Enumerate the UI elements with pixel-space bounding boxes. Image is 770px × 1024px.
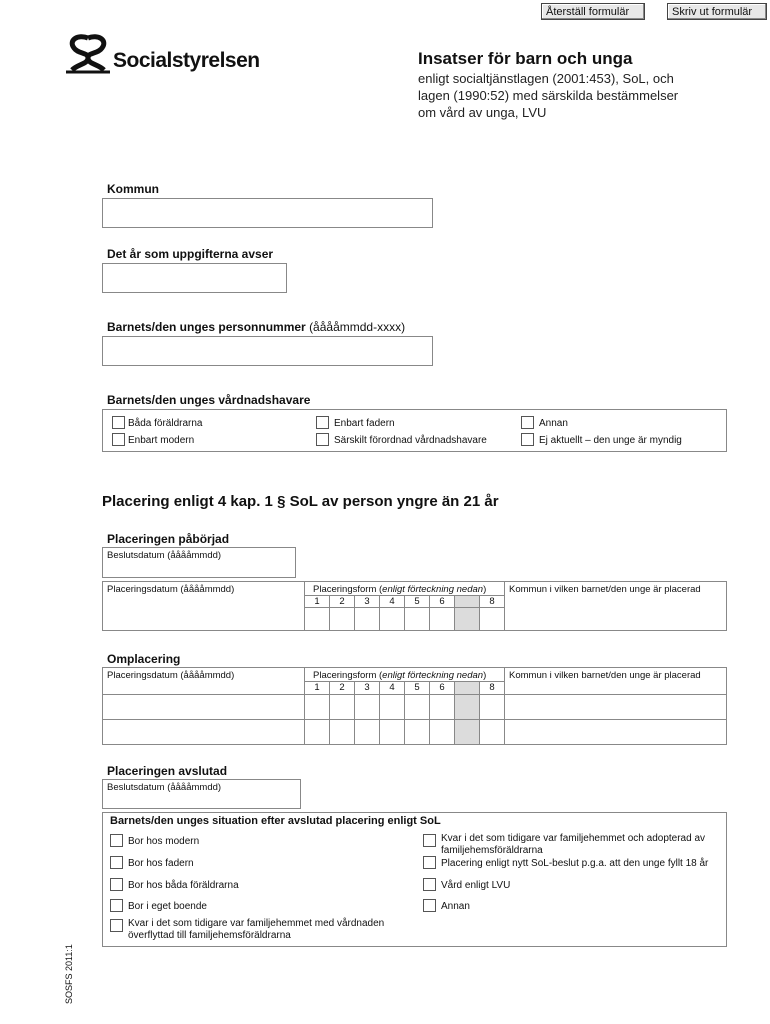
situation-own-checkbox[interactable]	[110, 899, 123, 912]
situation-new-decision-checkbox[interactable]	[423, 856, 436, 869]
ended-label: Placeringen avslutad	[107, 764, 228, 778]
guardian-both-checkbox[interactable]	[112, 416, 125, 429]
municipality-label: Kommun i vilken barnet/den unge är placerad	[509, 670, 701, 681]
situation-option-label: Bor i eget boende	[128, 901, 207, 912]
subtitle-line: enligt socialtjänstlagen (2001:453), SoL, och	[418, 71, 674, 86]
guardian-special-checkbox[interactable]	[316, 433, 329, 446]
pnr-input[interactable]	[102, 336, 433, 366]
form-check-cell[interactable]	[405, 720, 430, 745]
situation-option-label: Bor hos båda föräldrarna	[128, 880, 239, 891]
form-check-cell[interactable]	[380, 720, 405, 745]
pnr-hint: (ååååmmdd-xxxx)	[309, 320, 406, 334]
form-check-cell[interactable]	[355, 695, 380, 720]
placement-form-header: Placeringsform (enligt förteckning nedan)	[305, 668, 505, 682]
form-number-disabled	[455, 682, 480, 695]
situation-option-label: Placering enligt nytt SoL-beslut p.g.a. att den unge fyllt 18 år	[441, 858, 709, 869]
form-number: 8	[480, 596, 505, 608]
started-decision-date-input[interactable]	[102, 547, 296, 578]
subtitle-line: om vård av unga, LVU	[418, 105, 547, 120]
form-hint: enligt förteckning nedan	[382, 670, 484, 681]
situation-adopted-checkbox[interactable]	[423, 834, 436, 847]
placement-date-cell[interactable]	[103, 582, 305, 631]
kommun-input[interactable]	[102, 198, 433, 228]
form-number: 2	[330, 682, 355, 695]
year-input[interactable]	[102, 263, 287, 293]
pnr-label-text: Barnets/den unges personnummer	[107, 320, 306, 334]
guardian-other-checkbox[interactable]	[521, 416, 534, 429]
situation-option-label: Annan	[441, 901, 470, 912]
form-number: 6	[430, 682, 455, 695]
situation-option-label: Bor hos modern	[128, 836, 200, 847]
form-number: 4	[380, 682, 405, 695]
form-check-cell-disabled	[455, 695, 480, 720]
form-number: 5	[405, 682, 430, 695]
label-line: Kvar i det som tidigare var familjehemmet och adopterad av	[441, 833, 706, 844]
form-check-cell[interactable]	[405, 608, 430, 631]
replacement-municipality-input[interactable]	[505, 720, 727, 745]
label-line: överflyttad till familjehemsföräldrarna	[128, 930, 291, 941]
replacement-date-input[interactable]	[103, 720, 305, 745]
subtitle-line: lagen (1990:52) med särskilda bestämmelser	[418, 88, 679, 103]
decision-date-label: Beslutsdatum (ååååmmdd)	[107, 782, 222, 793]
print-form-button[interactable]: Skriv ut formulär	[667, 3, 767, 20]
replacement-municipality-input[interactable]	[505, 695, 727, 720]
situation-father-checkbox[interactable]	[110, 856, 123, 869]
situation-lvu-checkbox[interactable]	[423, 878, 436, 891]
situation-option-label: Bor hos fadern	[128, 858, 194, 869]
guardian-option-label: Enbart modern	[128, 435, 195, 446]
replacement-table	[102, 667, 727, 745]
form-number: 1	[305, 682, 330, 695]
situation-both-checkbox[interactable]	[110, 878, 123, 891]
form-hint: enligt förteckning nedan	[382, 584, 484, 595]
form-number: 8	[480, 682, 505, 695]
label-line: Kvar i det som tidigare var familjehemmet med vårdnaden	[128, 918, 385, 929]
situation-heading: Barnets/den unges situation efter avslutad placering enligt SoL	[110, 815, 441, 827]
placement-municipality-cell[interactable]	[505, 582, 727, 631]
replacement-municipality-header	[505, 668, 727, 695]
form-number: 4	[380, 596, 405, 608]
placement-form-header: Placeringsform (enligt förteckning nedan)	[305, 582, 505, 596]
form-check-cell[interactable]	[330, 720, 355, 745]
kommun-label: Kommun	[107, 182, 159, 196]
form-number: 6	[430, 596, 455, 608]
form-number: 1	[305, 596, 330, 608]
form-check-cell[interactable]	[405, 695, 430, 720]
label-line: familjehemsföräldrarna	[441, 845, 543, 856]
page-title: Insatser för barn och unga	[418, 49, 633, 68]
form-check-cell[interactable]	[380, 695, 405, 720]
form-check-cell-disabled	[455, 608, 480, 631]
situation-other-checkbox[interactable]	[423, 899, 436, 912]
guardian-option-label: Enbart fadern	[334, 418, 395, 429]
form-check-cell[interactable]	[480, 720, 505, 745]
form-check-cell[interactable]	[430, 608, 455, 631]
guardian-label: Barnets/den unges vårdnadshavare	[107, 393, 311, 407]
form-check-cell[interactable]	[330, 608, 355, 631]
guardian-option-label: Båda föräldrarna	[128, 418, 203, 429]
guardian-mother-checkbox[interactable]	[112, 433, 125, 446]
form-check-cell[interactable]	[480, 608, 505, 631]
reset-form-button[interactable]: Återställ formulär	[541, 3, 645, 20]
form-check-cell[interactable]	[430, 720, 455, 745]
placement-date-label: Placeringsdatum (ååååmmdd)	[107, 670, 235, 681]
logo-text: Socialstyrelsen	[113, 49, 260, 72]
guardian-father-checkbox[interactable]	[316, 416, 329, 429]
replacement-label: Omplacering	[107, 652, 181, 666]
form-check-cell[interactable]	[305, 695, 330, 720]
form-check-cell[interactable]	[305, 608, 330, 631]
situation-option-label: Vård enligt LVU	[441, 880, 511, 891]
form-label: Placeringsform	[313, 584, 377, 595]
form-check-cell[interactable]	[380, 608, 405, 631]
municipality-label: Kommun i vilken barnet/den unge är placerad	[509, 584, 701, 595]
started-label: Placeringen påbörjad	[107, 532, 230, 546]
form-check-cell[interactable]	[305, 720, 330, 745]
pnr-label	[107, 320, 405, 334]
page-subtitle	[418, 70, 678, 121]
guardian-option-label: Annan	[539, 418, 568, 429]
form-check-cell[interactable]	[330, 695, 355, 720]
form-check-cell[interactable]	[480, 695, 505, 720]
replacement-date-input[interactable]	[103, 695, 305, 720]
ended-decision-date-input[interactable]	[102, 779, 301, 809]
placement-heading: Placering enligt 4 kap. 1 § SoL av person yngre än 21 år	[102, 493, 499, 510]
form-label: Placeringsform	[313, 670, 377, 681]
started-placement-table	[102, 581, 727, 631]
document-code: SOSFS 2011:1	[64, 944, 74, 1004]
replacement-date-header	[103, 668, 305, 695]
form-number-disabled	[455, 596, 480, 608]
guardian-option-label: Särskilt förordnad vårdnadshavare	[334, 435, 487, 446]
form-check-cell-disabled	[455, 720, 480, 745]
situation-fosterhome-custody-checkbox[interactable]	[110, 919, 123, 932]
socialstyrelsen-logo-icon	[64, 34, 112, 74]
form-check-cell[interactable]	[355, 720, 380, 745]
situation-option-label	[128, 918, 384, 942]
form-number: 2	[330, 596, 355, 608]
situation-mother-checkbox[interactable]	[110, 834, 123, 847]
form-check-cell[interactable]	[355, 608, 380, 631]
guardian-option-label: Ej aktuellt – den unge är myndig	[539, 435, 682, 446]
placement-date-label: Placeringsdatum (ååååmmdd)	[107, 584, 235, 595]
form-number: 3	[355, 596, 380, 608]
situation-option-label	[441, 833, 705, 857]
logo	[64, 34, 112, 79]
form-check-cell[interactable]	[430, 695, 455, 720]
form-number: 3	[355, 682, 380, 695]
decision-date-label: Beslutsdatum (ååååmmdd)	[107, 550, 222, 561]
form-number: 5	[405, 596, 430, 608]
guardian-na-checkbox[interactable]	[521, 433, 534, 446]
year-label: Det år som uppgifterna avser	[107, 247, 274, 261]
